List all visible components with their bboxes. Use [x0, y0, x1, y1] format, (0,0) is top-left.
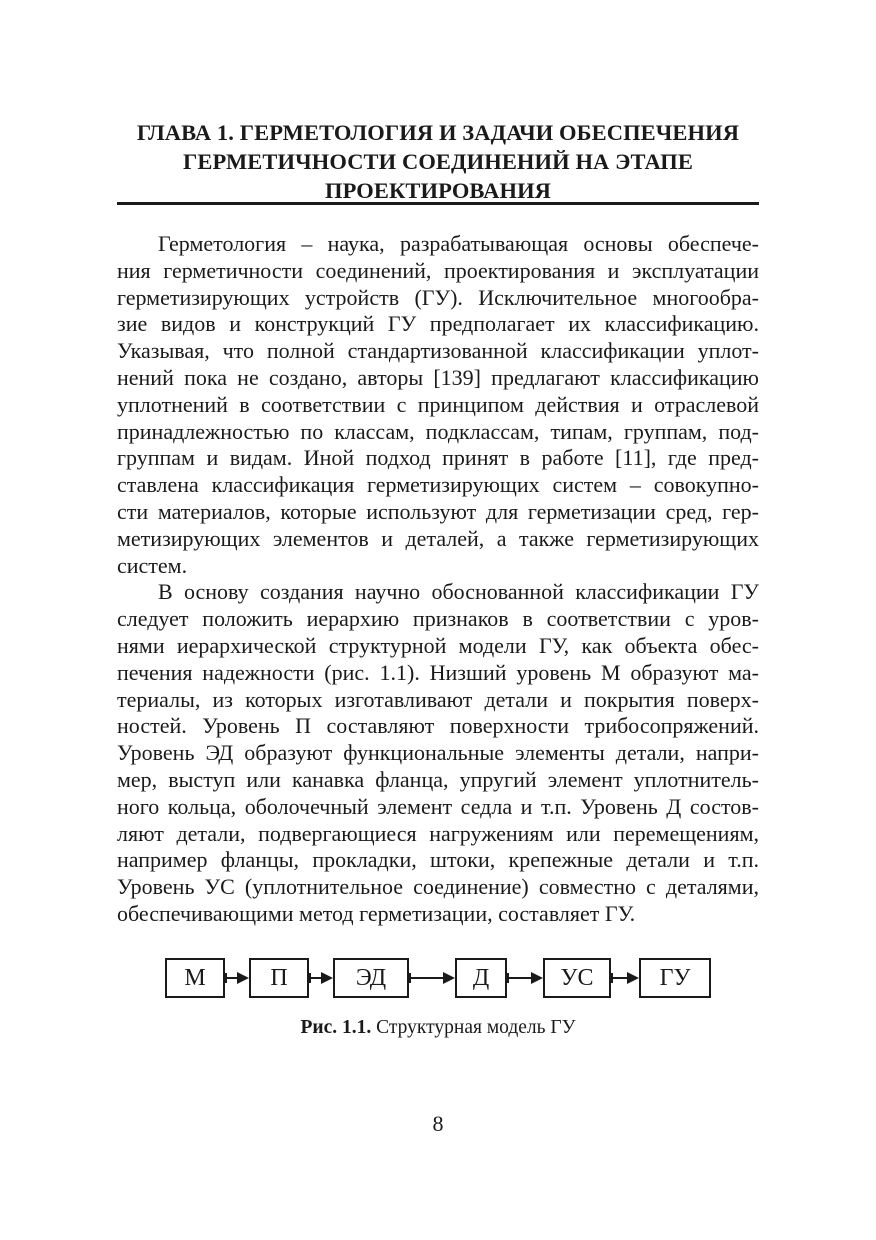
book-page: [117, 0, 759, 1240]
diagram-arrow: [407, 977, 453, 979]
diagram-box-gu: ГУ: [639, 958, 711, 998]
text-line: ляют детали, подвергающиеся нагружениям или перемещениям,: [117, 820, 759, 846]
caption-text: Структурная модель ГУ: [376, 1017, 576, 1038]
text-line: зие видов и конструкций ГУ предполагает их классификацию.: [117, 311, 759, 337]
diagram-arrow: [307, 977, 331, 979]
text-line: герметизирующих устройств (ГУ). Исключительное многообра-: [117, 284, 759, 310]
text-line: уплотнений в соответствии с принципом действия и отраслевой: [117, 391, 759, 417]
diagram-arrow: [505, 977, 541, 979]
diagram-arrow: [223, 977, 247, 979]
diagram-box-d: Д: [455, 958, 507, 998]
diagram-arrow: [609, 977, 637, 979]
text-line: нений пока не создано, авторы [139] предлагают классификацию: [117, 364, 759, 390]
text-line: териалы, из которых изготавливают детали и покрытия поверх-: [117, 686, 759, 712]
diagram-box-ed: ЭД: [333, 958, 409, 998]
diagram-box-p: П: [249, 958, 309, 998]
text-line: следует положить иерархию признаков в соответствии с уров-: [117, 606, 759, 632]
text-line: нями иерархической структурной модели ГУ, как объекта обес-: [117, 632, 759, 658]
paragraph-1: [117, 231, 759, 579]
chapter-title-line: ГЛАВА 1. ГЕРМЕТОЛОГИЯ И ЗАДАЧИ ОБЕСПЕЧЕНИЯ: [136, 120, 740, 145]
text-line: метизирующих элементов и деталей, а также герметизирующих: [117, 525, 759, 551]
text-line: ния герметичности соединений, проектирования и эксплуатации: [117, 257, 759, 283]
text-line: обеспечивающими метод герметизации, составляет ГУ.: [117, 900, 636, 926]
title-divider: [117, 202, 759, 205]
text-line: В основу создания научно обоснованной классификации ГУ: [158, 579, 759, 605]
diagram-box-m: М: [165, 958, 225, 998]
page-number: 8: [432, 1111, 444, 1136]
structural-model-diagram: [165, 958, 711, 1000]
text-line: сти материалов, которые используют для герметизации сред, гер-: [117, 498, 759, 524]
text-line: группам и видам. Иной подход принят в работе [11], где пред-: [117, 445, 759, 471]
body-text: [117, 231, 759, 928]
chapter-title-line: ГЕРМЕТИЧНОСТИ СОЕДИНЕНИЙ НА ЭТАПЕ: [183, 149, 693, 174]
text-line: Герметология – наука, разрабатывающая основы обеспече-: [158, 231, 759, 256]
text-line: Уровень УС (уплотнительное соединение) совместно с деталями,: [117, 874, 759, 900]
text-line: ного кольца, оболочечный элемент седла и т.п. Уровень Д состов-: [117, 793, 759, 819]
text-line: печения надежности (рис. 1.1). Низший уровень М образуют ма-: [117, 659, 759, 685]
chapter-title: [117, 118, 759, 205]
figure-caption: [117, 1016, 759, 1040]
text-line: Указывая, что полной стандартизованной классификации уплот-: [117, 338, 759, 364]
text-line: Уровень ЭД образуют функциональные элементы детали, напри-: [117, 740, 759, 766]
chapter-title-line: ПРОЕКТИРОВАНИЯ: [324, 178, 552, 203]
caption-label: Рис. 1.1.: [300, 1017, 372, 1038]
text-line: систем.: [117, 552, 188, 578]
paragraph-2: [117, 579, 759, 927]
text-line: ностей. Уровень П составляют поверхности трибосопряжений.: [117, 713, 759, 739]
text-line: ставлена классификация герметизирующих систем – совокупно-: [117, 472, 759, 498]
text-line: принадлежностью по классам, подклассам, типам, группам, под-: [117, 418, 759, 444]
diagram-box-us: УС: [543, 958, 611, 998]
text-line: мер, выступ или канавка фланца, упругий элемент уплотнитель-: [117, 766, 759, 792]
text-line: например фланцы, прокладки, штоки, крепежные детали и т.п.: [117, 847, 759, 873]
